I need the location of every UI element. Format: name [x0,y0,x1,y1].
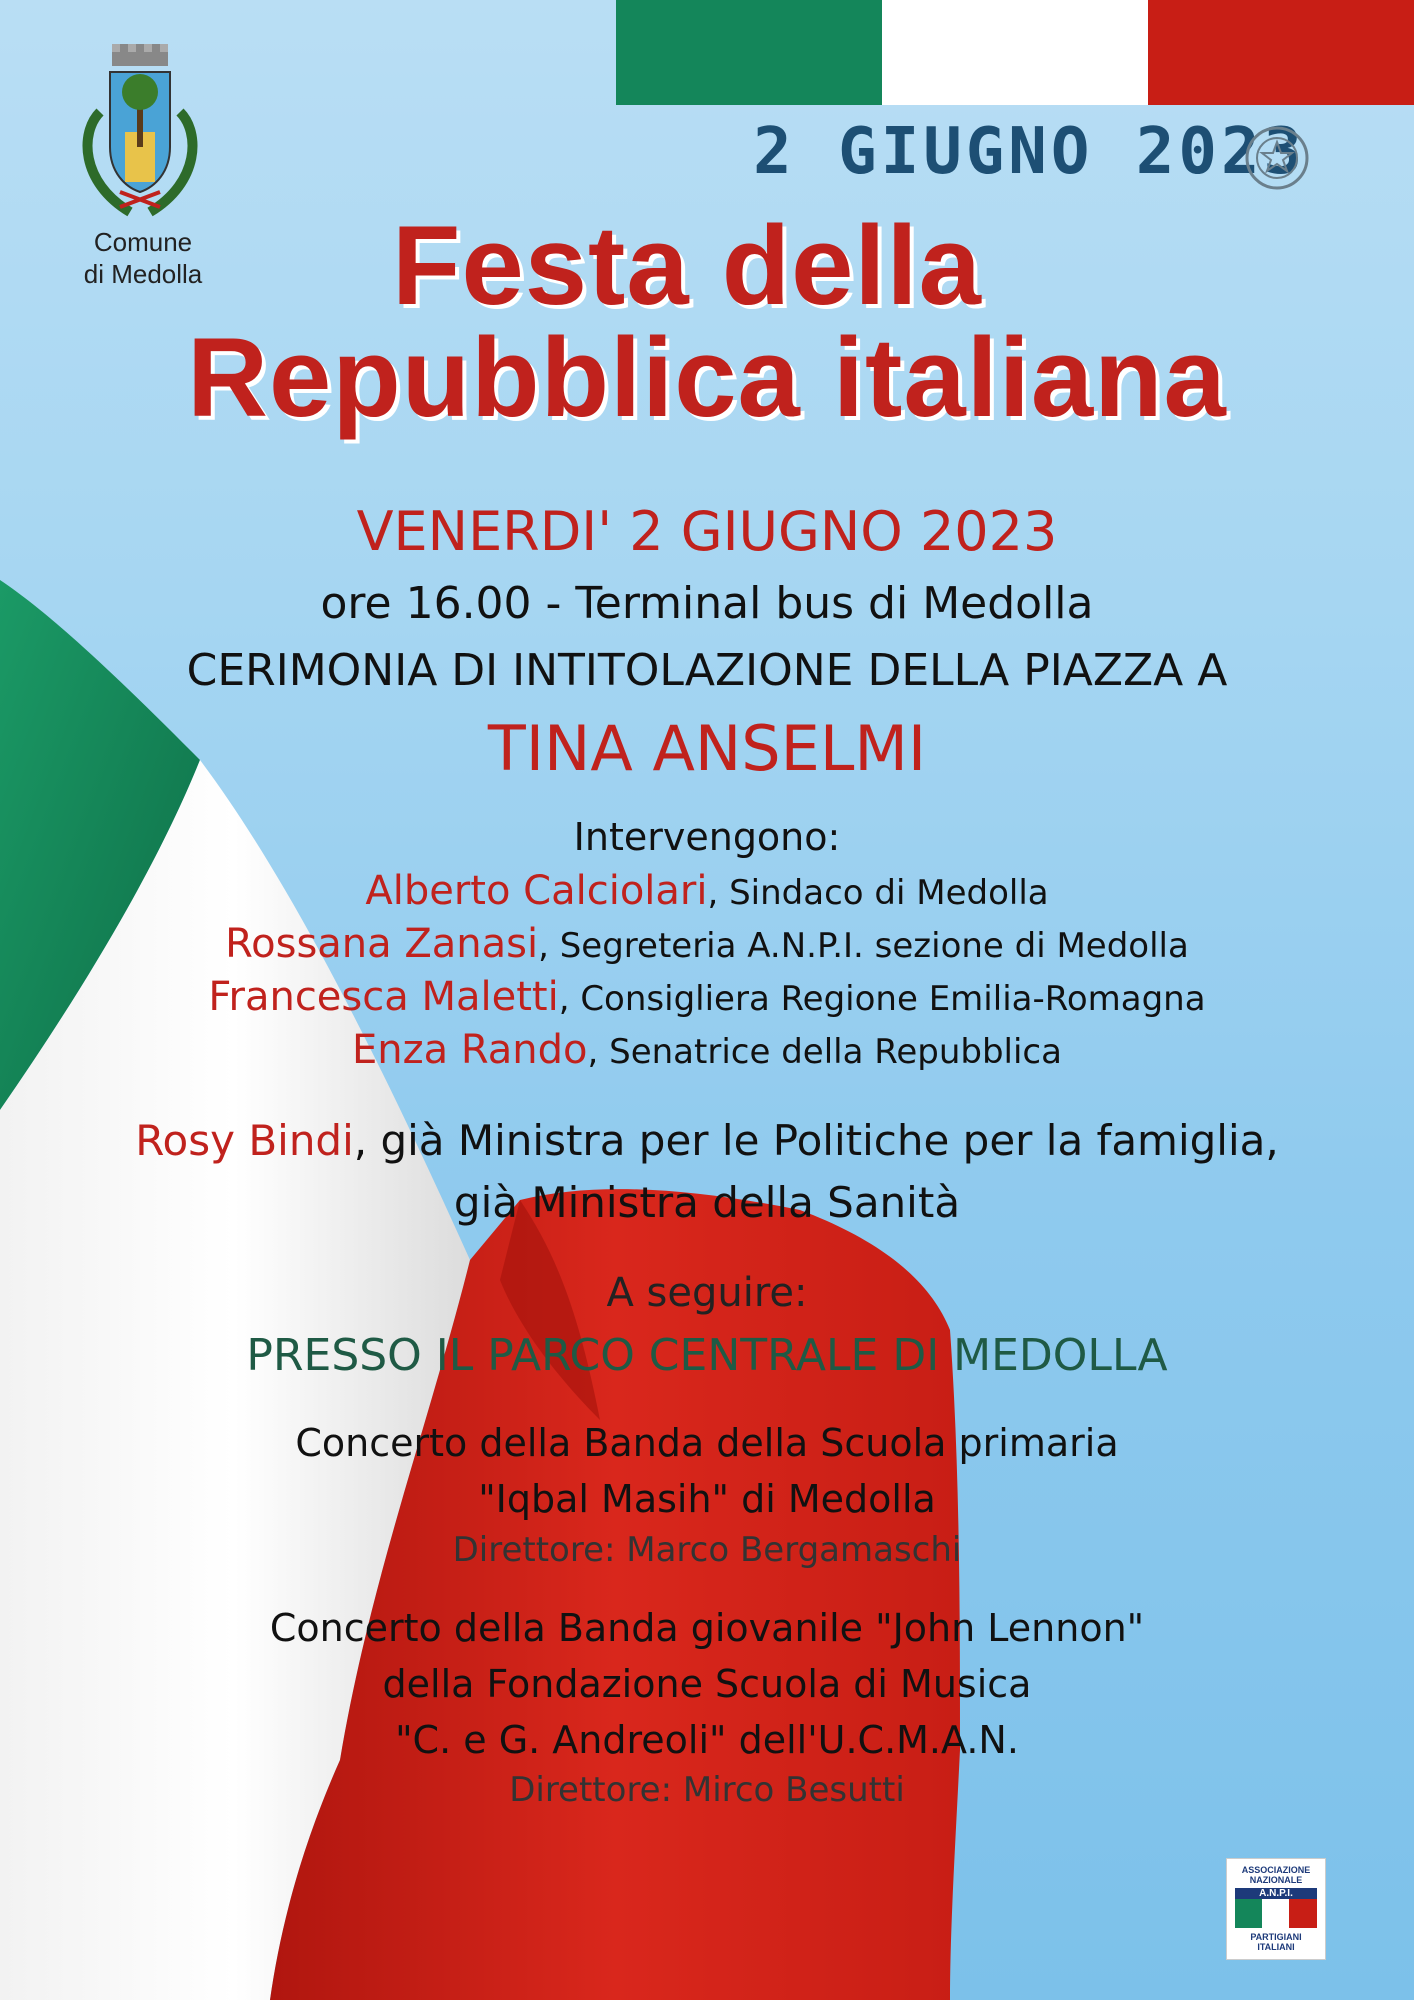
speakers-heading: Intervengono: [573,815,841,859]
speaker-name: Enza Rando [352,1027,588,1073]
comune-crest-icon [70,42,210,222]
concert-1 [0,1415,1414,1527]
tricolor-green [616,0,882,105]
anpi-flag [1235,1888,1317,1928]
speaker-item [0,868,1414,914]
anpi-logo [1226,1858,1326,1960]
speaker-role: , Consigliera Regione Emilia-Romagna [558,979,1206,1019]
tricolor-red [1148,0,1414,105]
speaker-item [0,1027,1414,1073]
speaker-item [0,974,1414,1020]
anpi-line1: ASSOCIAZIONE [1241,1865,1311,1875]
following-heading: A seguire: [606,1270,808,1316]
republic-emblem-icon [1242,122,1312,194]
speaker-name: Alberto Calciolari [365,868,708,914]
anpi-acronym: A.N.P.I. [1235,1888,1317,1899]
main-title-line1: Festa della [392,203,982,328]
comune-line1: Comune [93,227,193,257]
concert-2 [0,1600,1414,1768]
main-title [0,203,1414,440]
comune-line2: di Medolla [83,259,203,289]
director-2: Direttore: Mirco Besutti [509,1770,905,1810]
concert-1-line2: "Iqbal Masih" di Medolla [478,1477,936,1521]
anpi-line4: PARTIGIANI [1250,1932,1302,1942]
anpi-line5: ITALIANI [1257,1942,1295,1952]
concert-2-line2: della Fondazione Scuola di Musica [382,1662,1032,1706]
header-date: 2 GIUGNO 2023 [753,115,1306,189]
anpi-line2: NAZIONALE [1249,1875,1303,1885]
concert-1-line1: Concerto della Banda della Scuola primaria [295,1421,1119,1465]
tricolor-white [882,0,1148,105]
guest-role-line2: già Ministra della Sanità [453,1178,961,1227]
speaker-item [0,921,1414,967]
guest-role-line1: , già Ministra per le Politiche per la famiglia, [353,1116,1279,1165]
honoree-name: TINA ANSELMI [487,712,927,785]
concert-2-line1: Concerto della Banda giovanile "John Lennon" [269,1606,1145,1650]
venue-name: PRESSO IL PARCO CENTRALE DI MEDOLLA [246,1330,1168,1381]
speaker-role: , Sindaco di Medolla [707,873,1049,913]
speaker-name: Francesca Maletti [208,974,559,1020]
event-date: VENERDI' 2 GIUGNO 2023 [356,500,1058,563]
guest-name: Rosy Bindi [135,1116,354,1165]
event-time-place: ore 16.00 - Terminal bus di Medolla [320,578,1094,629]
speaker-role: , Segreteria A.N.P.I. sezione di Medolla [538,926,1189,966]
speaker-role: , Senatrice della Repubblica [587,1032,1062,1072]
guest-block [0,1110,1414,1234]
guest-line1 [0,1110,1414,1172]
concert-2-line3: "C. e G. Andreoli" dell'U.C.M.A.N. [395,1718,1019,1762]
ceremony-description: CERIMONIA DI INTITOLAZIONE DELLA PIAZZA A [186,645,1228,696]
director-1: Direttore: Marco Bergamaschi [452,1530,962,1570]
speaker-name: Rossana Zanasi [225,921,539,967]
main-title-line2: Repubblica italiana [187,315,1227,440]
tricolor-bar [616,0,1414,105]
